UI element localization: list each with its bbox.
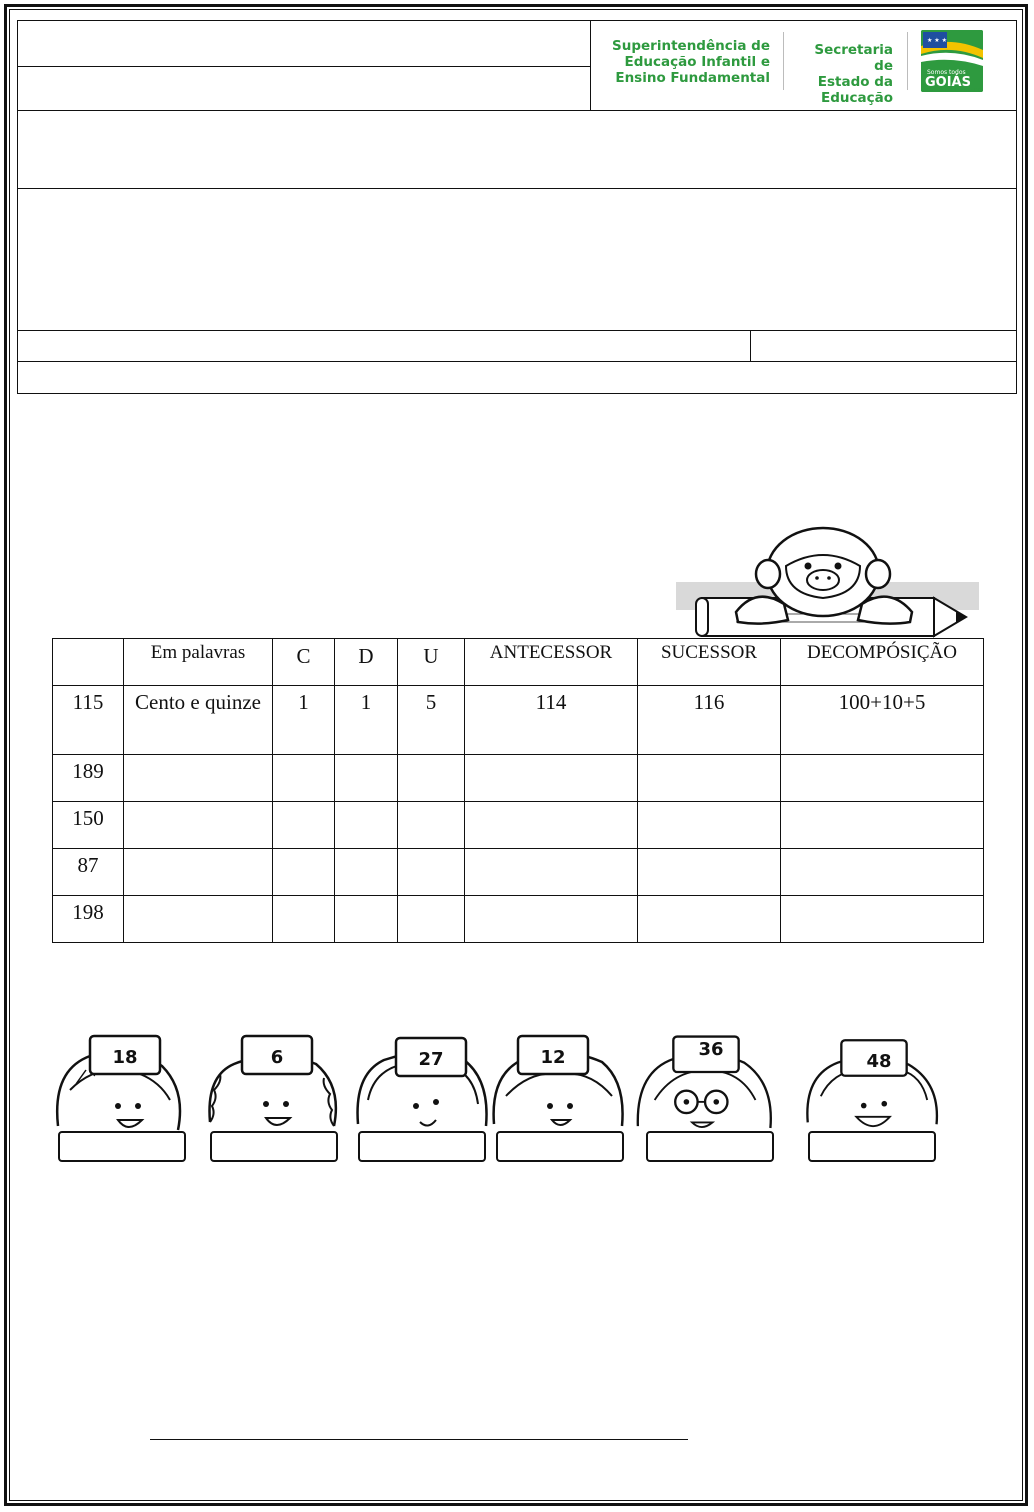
- table-cell[interactable]: [398, 802, 465, 849]
- table-row: [53, 896, 984, 943]
- logo-line: Educação: [821, 90, 893, 106]
- answer-box[interactable]: [646, 1131, 774, 1162]
- table-header-row: [53, 639, 984, 686]
- table-cell[interactable]: [465, 896, 638, 943]
- table-row: [53, 755, 984, 802]
- table-cell[interactable]: [781, 849, 984, 896]
- goias-flag-logo: [921, 30, 983, 92]
- answer-line[interactable]: [150, 1439, 688, 1440]
- header-divider-line: [18, 330, 1016, 331]
- table-header-cell: SUCESSOR: [638, 639, 781, 686]
- table-cell[interactable]: [335, 896, 398, 943]
- table-cell[interactable]: [638, 802, 781, 849]
- logo-line: Estado da: [817, 74, 893, 90]
- table-cell: 1: [273, 686, 335, 755]
- table-cell[interactable]: [398, 896, 465, 943]
- table-header-cell: ANTECESSOR: [465, 639, 638, 686]
- table-cell[interactable]: [273, 849, 335, 896]
- table-header-cell: D: [335, 639, 398, 686]
- face-number-card: 48: [866, 1051, 892, 1072]
- table-row: [53, 802, 984, 849]
- header-divider-vertical: [750, 330, 751, 362]
- logo-line: Secretaria de: [814, 42, 893, 74]
- table-cell[interactable]: [273, 802, 335, 849]
- table-header-cell: DECOMPÓSIÇÃO: [781, 639, 984, 686]
- table-cell[interactable]: [273, 755, 335, 802]
- superintendencia-logo-text: [605, 38, 770, 86]
- face-number-card: 27: [418, 1049, 444, 1070]
- answer-box[interactable]: [496, 1131, 624, 1162]
- header-divider-line: [18, 361, 1016, 362]
- table-header-cell: C: [273, 639, 335, 686]
- table-cell[interactable]: [465, 802, 638, 849]
- table-cell: 1: [335, 686, 398, 755]
- answer-box[interactable]: [58, 1131, 186, 1162]
- answer-box[interactable]: [808, 1131, 936, 1162]
- number-table: [52, 638, 984, 943]
- table-cell[interactable]: [465, 849, 638, 896]
- table-cell[interactable]: [638, 896, 781, 943]
- logo-line: Educação Infantil e: [624, 54, 770, 70]
- table-cell: 114: [465, 686, 638, 755]
- table-cell[interactable]: [398, 755, 465, 802]
- header-divider-vertical: [590, 21, 591, 111]
- answer-box[interactable]: [358, 1131, 486, 1162]
- table-cell: 100+10+5: [781, 686, 984, 755]
- goias-flag-icon: [921, 30, 983, 92]
- table-cell: 189: [53, 755, 124, 802]
- face-number-card: 12: [540, 1047, 566, 1068]
- header-divider-line: [18, 110, 1016, 111]
- table-cell[interactable]: [398, 849, 465, 896]
- logo-line: Ensino Fundamental: [615, 70, 770, 86]
- table-cell[interactable]: [638, 849, 781, 896]
- table-cell[interactable]: [335, 755, 398, 802]
- table-cell: 87: [53, 849, 124, 896]
- table-cell[interactable]: [273, 896, 335, 943]
- table-header-cell: U: [398, 639, 465, 686]
- table-cell[interactable]: [335, 849, 398, 896]
- table-cell: Cento e quinze: [124, 686, 273, 755]
- header-divider-line: [18, 188, 1016, 189]
- table-cell[interactable]: [124, 896, 273, 943]
- goias-big-text: GOIÁS: [925, 75, 971, 90]
- monkey-icon: [736, 528, 912, 624]
- logo-separator: [907, 32, 908, 90]
- faces-exercise: [50, 1030, 960, 1170]
- table-header-cell: [53, 639, 124, 686]
- table-cell: 5: [398, 686, 465, 755]
- table-cell[interactable]: [124, 755, 273, 802]
- table-cell: 116: [638, 686, 781, 755]
- face-number-card: 18: [112, 1047, 138, 1068]
- secretaria-logo-text: [793, 42, 893, 106]
- table-cell[interactable]: [781, 755, 984, 802]
- table-cell[interactable]: [781, 896, 984, 943]
- table-cell[interactable]: [124, 849, 273, 896]
- face-number-card: 6: [270, 1047, 284, 1068]
- table-header-cell: Em palavras: [124, 639, 273, 686]
- table-cell: 198: [53, 896, 124, 943]
- table-row: [53, 849, 984, 896]
- answer-box[interactable]: [210, 1131, 338, 1162]
- monkey-pencil-illustration: [676, 524, 981, 640]
- header-divider-line: [18, 66, 590, 67]
- svg-text:★ ★ ★: ★ ★ ★: [927, 37, 947, 44]
- logo-separator: [783, 32, 784, 90]
- table-cell[interactable]: [124, 802, 273, 849]
- table-cell[interactable]: [465, 755, 638, 802]
- government-logos: [605, 22, 1005, 106]
- goias-small-text: Somos todos: [927, 69, 966, 76]
- face-number-card: 36: [698, 1039, 724, 1060]
- table-cell[interactable]: [638, 755, 781, 802]
- table-cell: 115: [53, 686, 124, 755]
- table-cell: 150: [53, 802, 124, 849]
- goias-sub-text: GOVERNO DO ESTADO: [921, 88, 983, 94]
- table-row: [53, 686, 984, 755]
- table-cell[interactable]: [335, 802, 398, 849]
- logo-line: Superintendência de: [612, 38, 770, 54]
- table-cell[interactable]: [781, 802, 984, 849]
